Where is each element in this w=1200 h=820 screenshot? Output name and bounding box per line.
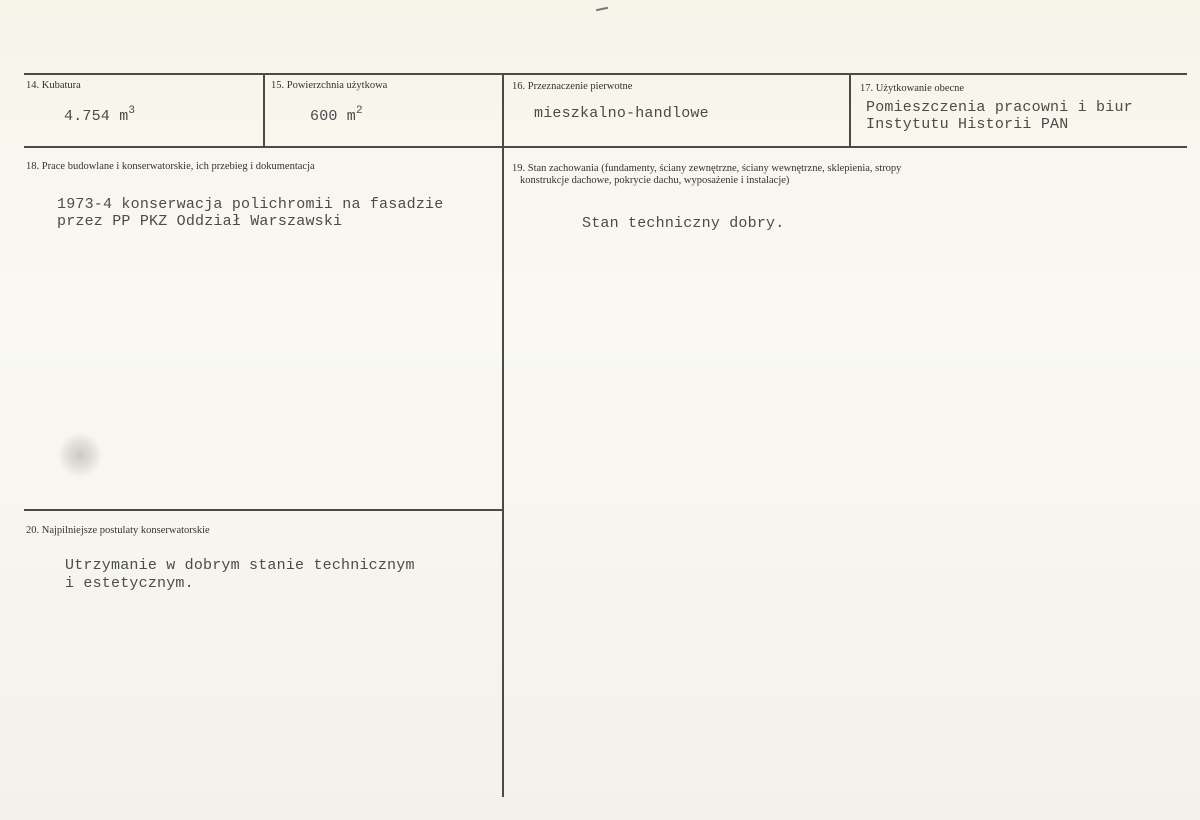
field-19-label-line2: konstrukcje dachowe, pokrycie dachu, wyposażenie i instalacje) [520,175,790,186]
field-20-value-line1: Utrzymanie w dobrym stanie technicznym [65,557,415,574]
field-18-label: 18. Prace budowlane i konserwatorskie, ich przebieg i dokumentacja [26,161,315,172]
field-16-value: mieszkalno-handlowe [534,105,709,122]
field-19-value: Stan techniczny dobry. [582,215,785,232]
divider-14-15 [263,73,265,147]
field-14-label: 14. Kubatura [26,80,81,91]
smudge-stain [58,432,102,478]
field-19-label-line1: 19. Stan zachowania (fundamenty, ściany zewnętrzne, ściany wewnętrzne, sklepienia, stropy [512,163,902,174]
pencil-mark [596,7,608,11]
field-17-value-line1: Pomieszczenia pracowni i biur [866,99,1133,116]
divider-16-17 [849,73,851,147]
field-20-label: 20. Najpilniejsze postulaty konserwatorskie [26,525,210,536]
top-rule [24,73,1187,75]
field-18-value-line1: 1973-4 konserwacja polichromii na fasadzie [57,196,444,213]
field-18-value-line2: przez PP PKZ Oddział Warszawski [57,213,343,230]
field-15-label: 15. Powierzchnia użytkowa [271,80,388,91]
field-14-value: 4.754 $m^3$ [64,105,136,125]
field-17-label: 17. Użytkowanie obecne [860,83,965,94]
field-20-value-line2: i estetycznym. [65,575,194,592]
field-16-label: 16. Przeznaczenie pierwotne [512,81,633,92]
main-vertical-divider [502,73,504,797]
row-rule [24,146,1187,148]
left-section-rule [24,509,503,511]
field-15-value: 600 $m^2$ [310,105,363,125]
field-17-value-line2: Instytutu Historii PAN [866,116,1069,133]
